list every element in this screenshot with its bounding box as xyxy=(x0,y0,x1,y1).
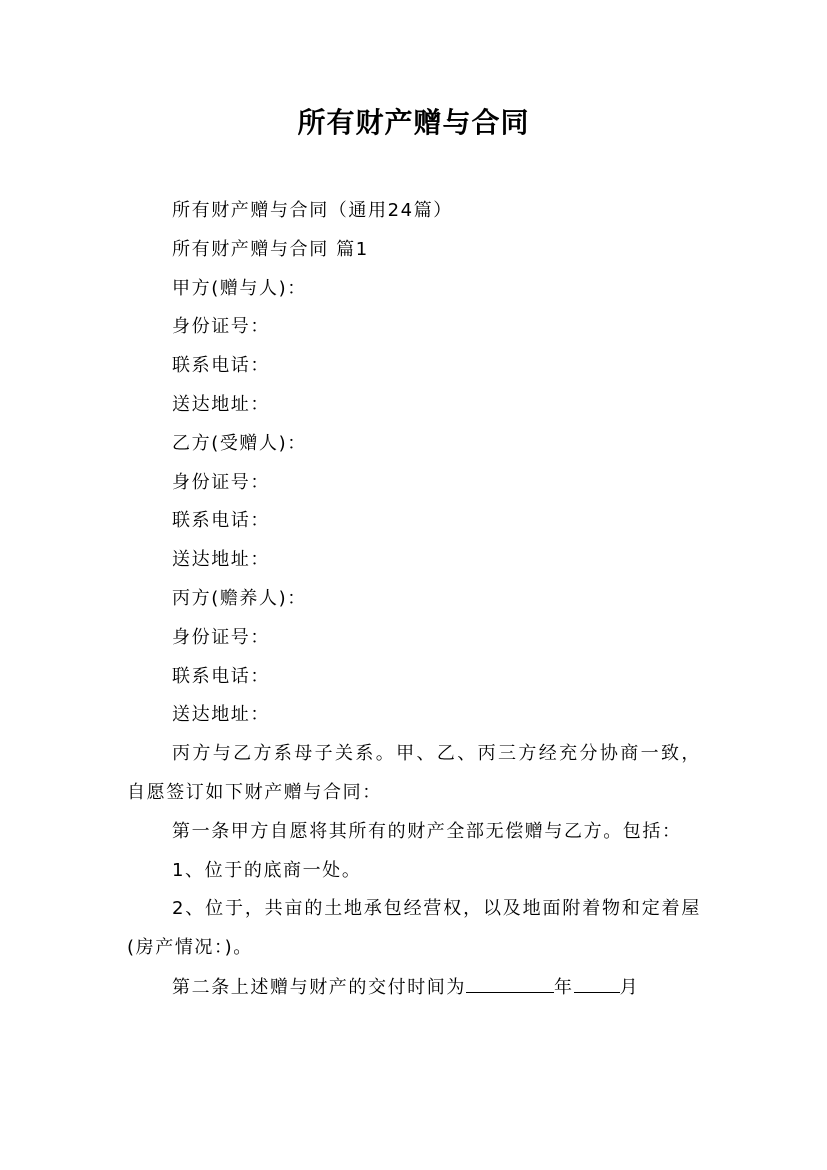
article-2 xyxy=(127,968,701,1008)
article-2-prefix: 第二条上述赠与财产的交付时间为 xyxy=(172,976,466,998)
date-month-blank xyxy=(574,968,620,993)
document-subtitle: 所有财产赠与合同（通用24篇） xyxy=(172,200,453,221)
party-a-label: 甲方(赠与人)： xyxy=(172,277,307,299)
article-1: 第一条甲方自愿将其所有的财产全部无偿赠与乙方。包括： xyxy=(172,820,682,842)
party-c-phone-label: 联系电话： xyxy=(172,665,270,687)
party-b-phone-label: 联系电话： xyxy=(172,510,270,532)
party-c-address-label: 送达地址： xyxy=(172,704,270,726)
document-title: 所有财产赠与合同 xyxy=(297,106,530,139)
party-a-address-label: 送达地址： xyxy=(172,393,270,415)
article-2-year: 年 xyxy=(554,976,574,998)
intro-paragraph: 丙方与乙方系母子关系。甲、乙、丙三方经充分协商一致，自愿签订如下财产赠与合同： xyxy=(127,743,701,803)
item-2: 2、位于，共亩的土地承包经营权，以及地面附着物和定着屋(房产情况：)。 xyxy=(127,898,701,959)
party-c-label: 丙方(赡养人)： xyxy=(172,587,307,609)
party-b-label: 乙方(受赠人)： xyxy=(172,432,307,454)
party-a-id-label: 身份证号： xyxy=(172,316,270,338)
section-heading: 所有财产赠与合同 篇1 xyxy=(172,238,369,260)
item-1: 1、位于的底商一处。 xyxy=(172,859,362,881)
party-b-id-label: 身份证号： xyxy=(172,471,270,493)
party-b-address-label: 送达地址： xyxy=(172,549,270,571)
date-year-blank xyxy=(466,968,554,993)
party-c-id-label: 身份证号： xyxy=(172,626,270,648)
party-a-phone-label: 联系电话： xyxy=(172,355,270,377)
article-2-month: 月 xyxy=(619,976,640,998)
document-body xyxy=(127,192,701,1008)
